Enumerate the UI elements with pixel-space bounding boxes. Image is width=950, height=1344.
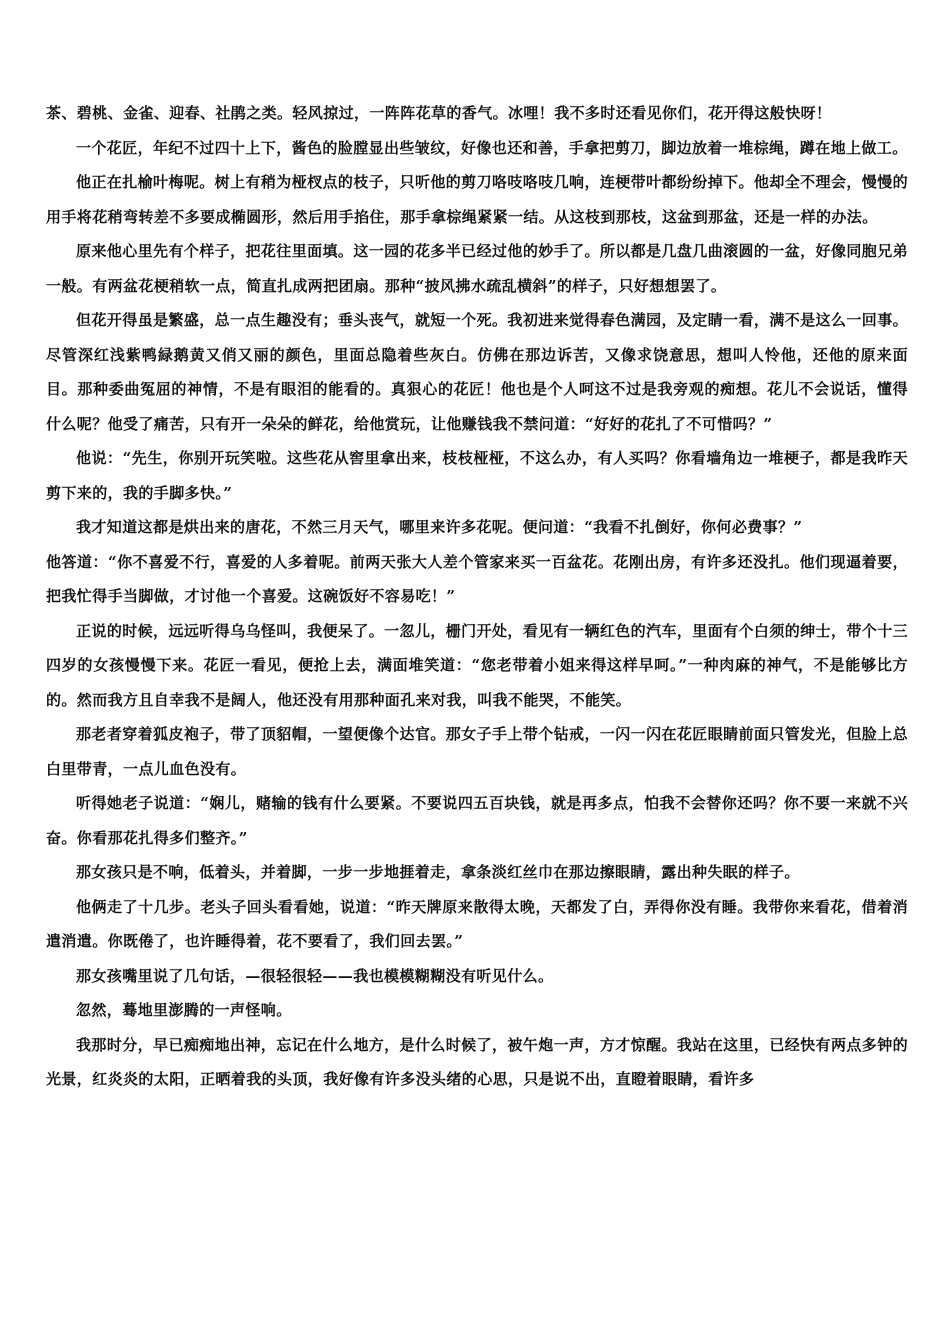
paragraph-pruning: 他正在扎榆叶梅呢。树上有稍为桠杈点的枝子，只听他的剪刀咯吱咯吱几响，连梗带叶都纷纷掉下。他却全不理会，慢慢的用手将花稍弯转差不多要成椭圆形，然后用手掐住，那手拿棕绳紧紧一结。从这枝到那枝，这盆到那盆，还是一样的办法。	[46, 173, 908, 226]
paragraph-girl-silent: 那女孩只是不响，低着头，并着脚，一步一步地捱着走，拿条淡红丝巾在那边擦眼睛，露出种失眠的样子。	[76, 863, 800, 881]
paragraph-sudden-sound: 忽然，蓦地里澎腾的一声怪响。	[76, 1001, 292, 1019]
paragraph-shaping: 原来他心里先有个样子，把花往里面填。这一园的花多半已经过他的妙手了。所以都是几盘几曲滚圆的一盆，好像同胞兄弟一般。有两盆花梗稍软一点，简直扎成两把团扇。那种“披风拂水疏乱横斜”的样子，只好想想罢了。	[46, 242, 908, 295]
paragraph-gardener-answer: 他答道：“你不喜爱不行，喜爱的人多着呢。前两天张大人差个管家来买一百盆花。花刚出房，有许多还没扎。他们现逼着要，把我忙得手当脚做，才讨他一个喜爱。这碗饭好不容易吃！”	[46, 552, 908, 605]
paragraph-hothouse-flowers: 我才知道这都是烘出来的唐花，不然三月天气，哪里来许多花呢。便问道：“我看不扎倒好，你何必费事？”	[76, 518, 803, 536]
paragraph-father-speaks: 听得她老子说道：“娴儿，赌输的钱有什么要紧。不要说四五百块钱，就是再多点，怕我不会替你还吗？你不要一来就不兴奋。你看那花扎得多们整齐。”	[46, 794, 908, 847]
article-body	[46, 96, 908, 1097]
paragraph-girl-whisper: 那女孩嘴里说了几句话，—很轻很轻——我也模模糊糊没有听见什么。	[76, 966, 554, 985]
paragraph-gardener-intro: 一个花匠，年纪不过四十上下，酱色的脸膛显出些皱纹，好像也还和善，手拿把剪刀，脚边放着一堆棕绳，蹲在地上做工。	[76, 138, 908, 157]
paragraph-gardener-reply: 他说：“先生，你别开玩笑啦。这些花从窖里拿出来，枝枝桠桠，不这么办，有人买吗？你看墙角边一堆梗子，都是我昨天剪下来的，我的手脚多快。”	[46, 449, 908, 502]
paragraph-continuation: 茶、碧桃、金雀、迎春、社鹃之类。轻风掠过，一阵阵花草的香气。冰哩！我不多时还看见你们，花开得这般快呀！	[46, 104, 832, 122]
paragraph-no-vitality: 但花开得虽是繁盛，总一点生趣没有；垂头丧气，就短一个死。我初进来觉得春色满园，及定睛一看，满不是这么一回事。尽管深红浅紫鸭緑鹅黄又俏又丽的颜色，里面总隐着些灰白。仿佛在那边诉苦，又像求饶意思，想叫人怜他，还他的原来面目。那种委曲冤屈的神情，不是有眼泪的能看的。真狠心的花匠！他也是个人呵这不过是我旁观的痴想。花儿不会说话，懂得什么呢？他受了痛苦，只有开一朵朵的鲜花，给他赏玩，让他赚钱我不禁问道：“好好的花扎了不可惜吗？”	[46, 311, 908, 433]
paragraph-noon-gun: 我那时分，早已痴痴地出神，忘记在什么地方，是什么时候了，被午炮一声，方才惊醒。我站在这里，已经快有两点多钟的光景，红炎炎的太阳，正晒着我的头顶，我好像有许多没头绪的心思，只是说不出，直瞪着眼睛，看许多	[46, 1035, 908, 1088]
paragraph-old-man: 那老者穿着狐皮袍子，带了顶貂帽，一望便像个达官。那女子手上带个钻戒，一闪一闪在花匠眼睛前面只管发光，但脸上总白里带青，一点儿血色没有。	[46, 725, 908, 778]
paragraph-walk: 他俩走了十几步。老头子回头看看她，说道：“昨天牌原来散得太晚，天都发了白，弄得你没有睡。我带你来看花，借着消遣消遣。你既倦了，也许睡得着，花不要看了，我们回去罢。”	[46, 897, 908, 950]
paragraph-car-arrives: 正说的时候，远远听得乌乌怪叫，我便呆了。一忽儿，栅门开处，看见有一辆红色的汽车，里面有个白须的绅士，带个十三四岁的女孩慢慢下来。花匠一看见，便抢上去，满面堆笑道：“您老带着小姐来得这样早呵。”一种肉麻的神气，不是能够比方的。然而我方且自幸我不是阔人，他还没有用那种面孔来对我，叫我不能哭，不能笑。	[46, 621, 908, 709]
